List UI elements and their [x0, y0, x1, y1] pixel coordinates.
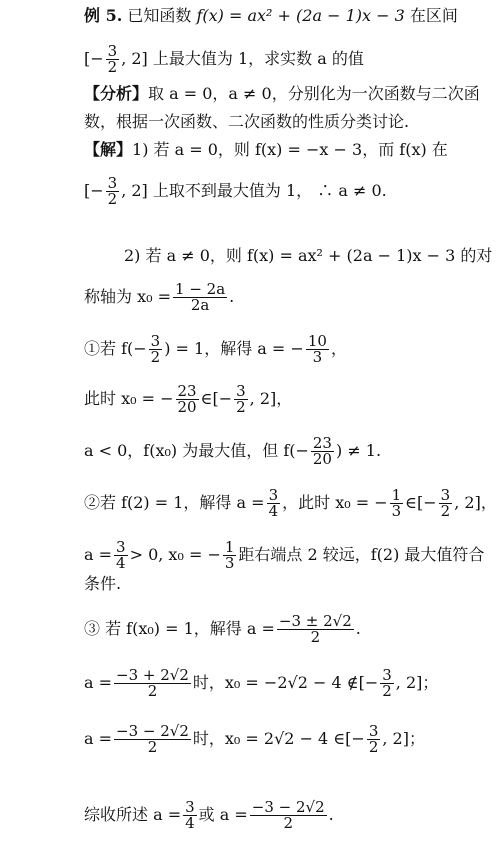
fraction: $\frac{3}{4}$ [185, 798, 195, 832]
fraction: $\frac{3}{2}$ [150, 332, 161, 366]
line-16-pre: a = [84, 673, 113, 692]
line-8-pre: 称轴为 x₀ = [84, 287, 172, 306]
fraction: $\frac{3}{2}$ [440, 486, 451, 520]
line-17-pre: a = [84, 729, 113, 748]
line-17 [84, 724, 425, 755]
line-15-pre: ③ 若 f(x₀) = 1，解得 a = [84, 619, 275, 638]
line-10-mid: ∈[− [200, 389, 233, 408]
line-1-tail: 在区间 [409, 6, 458, 25]
line-2 [84, 44, 364, 75]
interval-open: [− [84, 181, 104, 200]
line-16-post: , 2]； [395, 673, 439, 692]
line-4 [84, 112, 409, 132]
analysis-label: 【分析】 [84, 84, 149, 103]
line-5-text: 1) 若 a = 0，则 f(x) = −x − 3，而 f(x) 在 [132, 140, 448, 159]
line-9 [84, 334, 347, 365]
fraction: $\frac{-3 + 2√2}{2}$ [116, 666, 189, 700]
fraction: $\frac{3}{4}$ [268, 486, 279, 520]
fraction: $\frac{3}{2}$ [382, 666, 392, 700]
line-14-text: 条件. [84, 574, 122, 593]
line-7 [124, 246, 492, 266]
line-16 [84, 668, 438, 699]
line-13-post: 距右端点 2 较远，f(2) 最大值符合 [238, 545, 485, 564]
line-12-post: , 2]， [454, 493, 497, 512]
fraction: $\frac{3}{2}$ [236, 382, 246, 416]
interval-close: , 2] [121, 49, 148, 68]
fraction: $\frac{3}{2}$ [107, 174, 118, 208]
line-15-post: . [355, 619, 361, 638]
line-7-text: 2) 若 a ≠ 0，则 f(x) = ax² + (2a − 1)x − 3 的对 [124, 246, 493, 265]
line-12-pre: ②若 f(2) = 1，解得 a = [84, 493, 265, 512]
line-13 [84, 540, 484, 571]
fraction: $\frac{3}{4}$ [116, 538, 126, 572]
line-9-pre: ①若 f(− [84, 339, 147, 358]
line-11 [84, 436, 381, 467]
line-17-mid: 时，x₀ = 2√2 − 4 ∈[− [192, 729, 365, 748]
fraction: $\frac{1}{3}$ [224, 538, 235, 572]
line-3 [84, 84, 480, 104]
line-2-text: 上最大值为 1，求实数 a 的值 [152, 49, 364, 68]
line-12-mid: ，此时 x₀ = − [282, 493, 388, 512]
line-18-pre: 综收所述 a = [84, 805, 182, 824]
line-4-text: 数，根据一次函数、二次函数的性质分类讨论. [84, 112, 410, 131]
line-10 [84, 384, 292, 415]
line-9-post: ， [330, 339, 347, 358]
interval-open: [− [84, 49, 104, 68]
line-14 [84, 574, 121, 594]
line-13-mid: > 0, x₀ = − [129, 545, 221, 564]
solution-label: 【解】 [84, 140, 133, 159]
line-6 [84, 176, 387, 207]
fraction: $\frac{10}{3}$ [307, 332, 327, 366]
line-13-pre: a = [84, 545, 113, 564]
line-3-text: 取 a = 0，a ≠ 0，分别化为一次函数与二次函 [148, 84, 480, 103]
line-9-mid: ) = 1，解得 a = − [164, 339, 304, 358]
line-12 [84, 488, 497, 519]
fraction: $\frac{-3 - 2√2}{2}$ [116, 722, 189, 756]
interval-close: , 2] [121, 181, 148, 200]
line-5 [84, 140, 448, 160]
fraction: $\frac{3}{2}$ [107, 42, 118, 76]
line-18-post: . [328, 805, 334, 824]
line-16-mid: 时，x₀ = −2√2 − 4 ∉[− [192, 673, 379, 692]
line-10-post: , 2]， [249, 389, 293, 408]
line-15 [84, 614, 361, 645]
line-6-text: 上取不到最大值为 1， ∴ a ≠ 0. [152, 181, 387, 200]
line-10-pre: 此时 x₀ = − [84, 389, 174, 408]
line-1-text: 已知函数 [127, 6, 192, 25]
line-8-post: . [229, 287, 235, 306]
line-17-post: , 2]； [382, 729, 425, 748]
line-8 [84, 282, 234, 313]
fraction: $\frac{1 - 2a}{2a}$ [175, 280, 226, 314]
fraction: $\frac{3}{2}$ [368, 722, 379, 756]
line-11-post: ) ≠ 1. [335, 441, 382, 460]
line-12-mid2: ∈[− [405, 493, 437, 512]
line-11-pre: a < 0，f(x₀) 为最大值，但 f(− [84, 441, 309, 460]
line-18 [84, 800, 334, 831]
example-label: 例 5. [84, 6, 123, 25]
fraction: $\frac{1}{3}$ [391, 486, 402, 520]
line-18-mid: 或 a = [198, 805, 248, 824]
fraction: $\frac{23}{20}$ [312, 434, 332, 468]
line-1 [84, 6, 458, 26]
fraction: $\frac{-3 - 2√2}{2}$ [251, 798, 325, 832]
fraction: $\frac{-3 \pm 2√2}{2}$ [278, 612, 352, 646]
fraction: $\frac{23}{20}$ [177, 382, 197, 416]
line-1-func: f(x) = ax² + (2a − 1)x − 3 [196, 6, 405, 25]
